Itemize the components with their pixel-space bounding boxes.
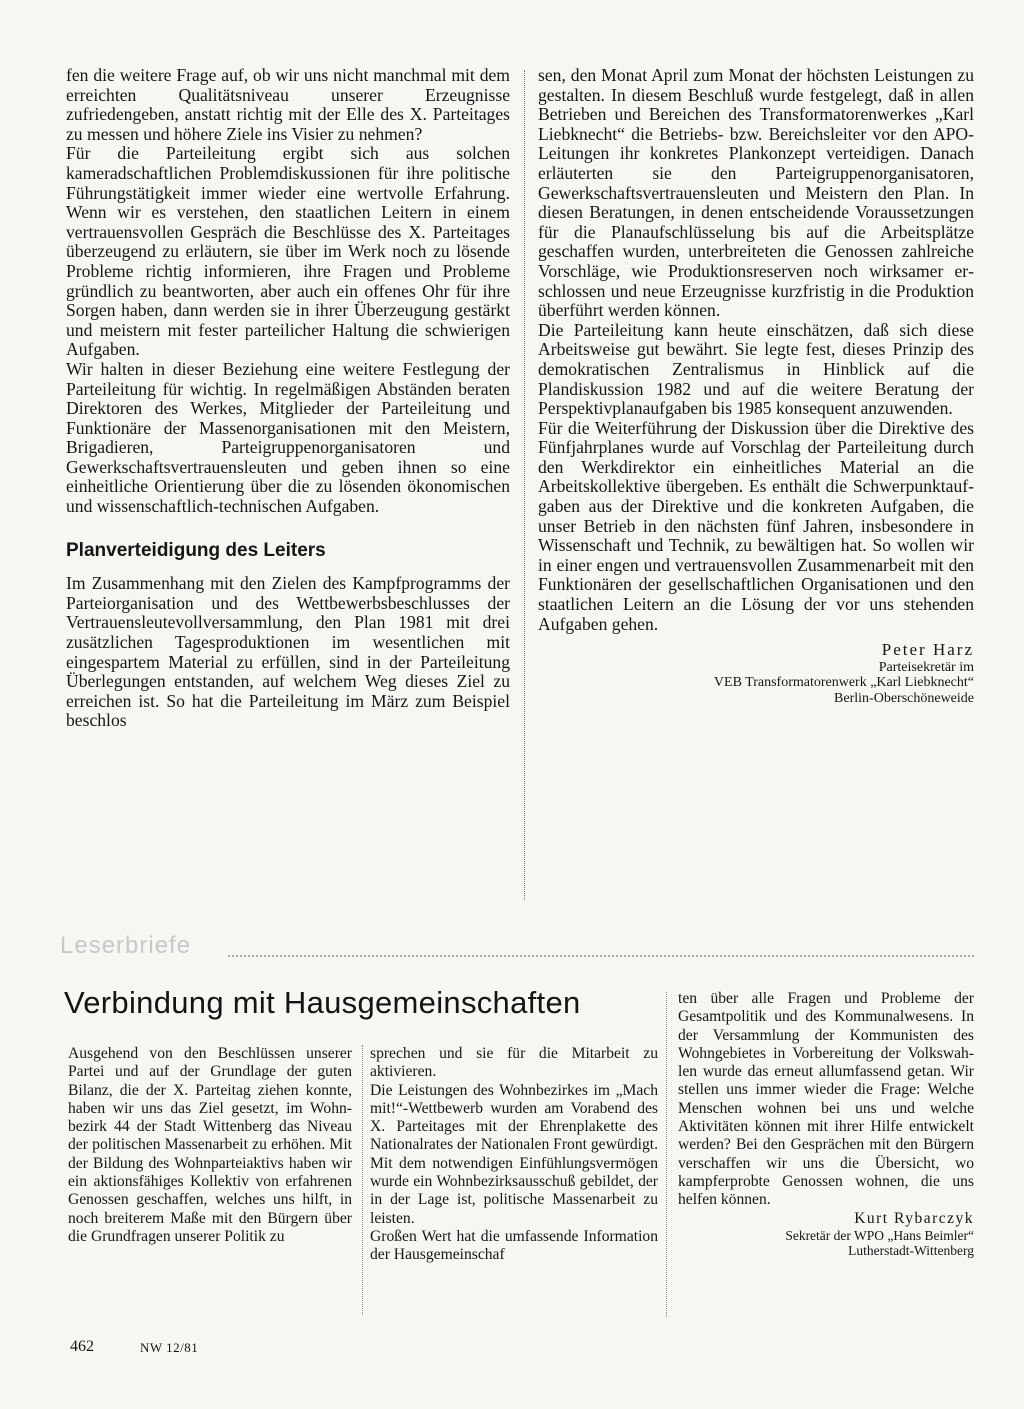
- paragraph: Im Zusammenhang mit den Zielen des Kampfprogramms der Parteiorganisation und des Wettbewerbsbeschlusses der Vertrauensleutevollversammlung, den Plan 1981 mit drei zusätzlichen Tagesproduktionen im wesentlichen mit eingespartem Material zu erfüllen, sind in der Parteileitung Überlegungen entstanden, auf welchem Weg dieses Ziel zu erreichen ist. So hat die Parteileitung im März zum Beispiel beschlos: [66, 573, 510, 731]
- paragraph: fen die weitere Frage auf, ob wir uns nicht manchmal mit dem erreichten Qualitätsniveau unserer Erzeugnisse zufriedengeben, anstatt richtig mit der Elle des X. Parteitages zu messen und höhere Ziele ins Visier zu nehmen?: [66, 65, 510, 144]
- paragraph: Für die Weiterführung der Diskussion über die Direktive des Fünfjahrplanes wurde auf Vorschlag der Parteileitung durch den Werkdirektor ein einheitliches Material an die Arbeitskollektive übergeben. Es enthält die Schwerpunktaufgaben aus der Direktive und die konkreten Aufgaben, die unser Betrieb in den nächsten fünf Jahren, insbesondere in Wissenschaft und Technik, zu bewältigen hat. So wollen wir in einer engen und vertrauensvollen Zusammenarbeit mit den Funktionären der gesellschaftlichen Organisationen und den staatlichen Leitern an die Lösung der vor uns stehenden Aufgaben gehen.: [538, 417, 974, 634]
- paragraph: sprechen und sie für die Mitarbeit zu aktivieren.: [370, 1045, 658, 1081]
- paragraph: Die Parteileitung kann heute einschätzen, daß sich diese Arbeitsweise gut bewährt. Sie legte fest, dieses Prinzip des demokratischen Zentralismus in Hinblick auf die Plandiskussion 1982 und auf die weitere Beratung der Perspektivplanaufgaben bis 1985 konsequent anzuwenden.: [538, 319, 974, 419]
- author-name: Peter Harz: [881, 640, 974, 660]
- section-label: Leserbriefe: [60, 932, 192, 959]
- column-divider: [524, 70, 525, 900]
- author-role: Parteisekretär im: [878, 659, 974, 675]
- section-rule: [228, 955, 974, 957]
- column-divider: [362, 1045, 363, 1315]
- paragraph: Großen Wert hat die umfassende Information der Hausgemeinschaf: [370, 1227, 658, 1264]
- author-organization: VEB Transformatorenwerk „Karl Liebknecht“: [713, 675, 974, 691]
- page-number: 462: [70, 1338, 94, 1355]
- paragraph: Für die Parteileitung ergibt sich aus solchen kameradschaftlichen Problemdiskussionen für ihre politische Führungstätigkeit immer wieder eine wertvolle Erfahrung. Wenn wir es verstehen, den staatlichen Leitern in einem vertrauensvollen Gespräch die Beschlüsse des X. Parteitages überzeugend zu erläutern, sie über im Werk noch zu lösende Probleme richtig informieren, ihre Fragen und Probleme gründlich zu beantworten, aber auch ein offenes Ohr für ihre Sorgen haben, dann werden sie in ihrer Überzeugung gestärkt und meistern mit fester parteilicher Haltung die schwierigen Aufgaben.: [66, 143, 510, 360]
- letter-column-1: [68, 1045, 352, 1246]
- letter-title: Verbindung mit Hausgemeinschaften: [64, 985, 581, 1020]
- author-signature: [538, 640, 974, 706]
- paragraph: ten über alle Fragen und Probleme der Gesamtpolitik und des Kommunalwesens. In der Versammlung der Kommunisten des Wohngebietes in Vorbereitung der Volkswahlen wurde das erneut allumfassend getan. Wir stellen uns immer wieder die Frage: Welche Menschen wohnen bei uns und welche Aktivitäten können mit ihrer Hilfe entwickelt werden? Bei den Gesprächen mit den Bürgern verschaffen wir uns die Übersicht, wo kampferprobte Genossen wohnen, die uns helfen können.: [678, 990, 974, 1209]
- article-column-left: [66, 66, 510, 731]
- letter-signature: [678, 1210, 974, 1258]
- paragraph: sen, den Monat April zum Monat der höchsten Leistungen zu gestalten. In diesem Beschluß wurde festgelegt, daß in allen Betrieben und Bereichen des Transformatorenwerkes „Karl Liebknecht“ die Betriebs- bzw. Bereichsleiter vor den APO-Leitungen ihr konkretes Plankonzept verteidigen. Danach erläuterten sie den Parteigruppenorganisatoren, Gewerkschaftsvertrauensleuten und Meistern den Plan. In diesen Beratungen, in denen entscheidende Voraussetzungen für die Planaufschlüsselung bis auf die Arbeitsplätze geschaffen wurden, unterbreiteten die Genossen zahlreiche Vorschläge, wie Produktionsreserven noch wirksamer erschlossen und neue Erzeugnisse kurzfristig in die Produktion überführt werden können.: [538, 65, 974, 321]
- article-column-right: [538, 66, 974, 706]
- paragraph: Ausgehend von den Beschlüssen unserer Partei und auf der Grundlage der guten Bilanz, die der X. Parteitag ziehen konnte, haben wir uns das Ziel gesetzt, im Wohnbezirk 44 der Stadt Wittenberg das Niveau der politischen Massenarbeit zu erhöhen. Mit der Bildung des Wohnparteiaktivs haben wir ein aktionsfähiges Kollektiv von erfahrenen Genossen geschaffen, welches uns hilft, in noch breiterem Maße mit den Bürgern über die Grundfragen unserer Politik zu: [68, 1045, 352, 1245]
- letter-author-location: Lutherstadt-Wittenberg: [848, 1242, 974, 1258]
- paragraph: Die Leistungen des Wohnbezirkes im „Mach mit!“-Wettbewerb wurden am Vorabend des X. Parteitages mit der Ehrenplakette des Nationalrates der Nationalen Front gewürdigt. Mit dem notwendigen Einfühlungsvermögen wurde ein Wohnbezirksausschuß gebildet, der in der Lage ist, politische Massenarbeit zu leisten.: [370, 1081, 658, 1227]
- paragraph: Wir halten in dieser Beziehung eine weitere Festlegung der Parteileitung für wichtig. In regelmäßigen Abständen beraten Direktoren des Werkes, Mitglieder der Parteileitung und Funktionäre der Massenorganisationen mit den Meistern, Brigadieren, Parteigruppenorganisatoren und Gewerkschaftsvertrauensleuten und geben ihnen so eine einheitliche Orientierung über die zu lösenden ökonomischen und wissenschaftlich-technischen Aufgaben.: [66, 358, 510, 517]
- letter-column-2: [370, 1045, 658, 1265]
- letter-author-name: Kurt Rybarczyk: [854, 1209, 974, 1227]
- author-location: Berlin-Oberschöneweide: [834, 690, 974, 706]
- column-divider: [666, 992, 667, 1317]
- subheading: Planverteidigung des Leiters: [66, 539, 326, 561]
- letter-author-role: Sekretär der WPO „Hans Beimler“: [785, 1227, 974, 1243]
- issue-label: NW 12/81: [140, 1340, 199, 1355]
- letter-column-3: [678, 990, 974, 1258]
